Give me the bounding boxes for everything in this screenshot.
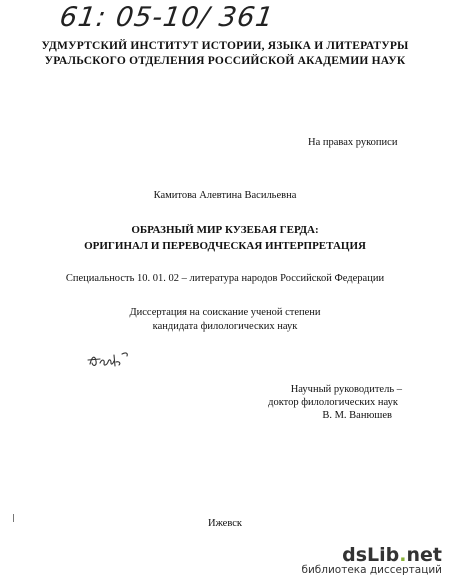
watermark-brand-prefix: dsLib — [342, 544, 400, 566]
city: Ижевск — [207, 518, 243, 529]
rights-note: На правах рукописи — [308, 137, 398, 148]
watermark-logo — [301, 544, 442, 566]
watermark — [301, 544, 442, 576]
degree-line-1: Диссертация на соискание ученой степени — [129, 307, 321, 318]
supervisor-degree: доктор филологических наук — [268, 397, 398, 408]
author-name: Камитова Алевтина Васильевна — [153, 190, 297, 201]
watermark-brand-dot: . — [399, 544, 407, 566]
supervisor-name: В. М. Ванюшев — [322, 410, 392, 421]
handwritten-archive-number: 61: 05-10/ 361 — [57, 2, 276, 33]
watermark-subtitle: библиотека диссертаций — [301, 564, 442, 576]
institute-name-line-2: УРАЛЬСКОГО ОТДЕЛЕНИЯ РОССИЙСКОЙ АКАДЕМИИ НАУК — [44, 55, 406, 67]
supervisor-role: Научный руководитель – — [290, 384, 402, 395]
specialty-line: Специальность 10. 01. 02 – литература народов Российской Федерации — [65, 273, 385, 284]
degree-line-2: кандидата филологических наук — [152, 321, 298, 332]
watermark-brand-suffix: net — [406, 544, 442, 566]
handwritten-signature — [86, 347, 146, 373]
dissertation-title-line-2: ОРИГИНАЛ И ПЕРЕВОДЧЕСКАЯ ИНТЕРПРЕТАЦИЯ — [84, 240, 366, 252]
institute-name-line-1: УДМУРТСКИЙ ИНСТИТУТ ИСТОРИИ, ЯЗЫКА И ЛИТЕРАТУРЫ — [41, 40, 409, 52]
dissertation-title-line-1: ОБРАЗНЫЙ МИР КУЗЕБАЯ ГЕРДА: — [131, 224, 319, 236]
